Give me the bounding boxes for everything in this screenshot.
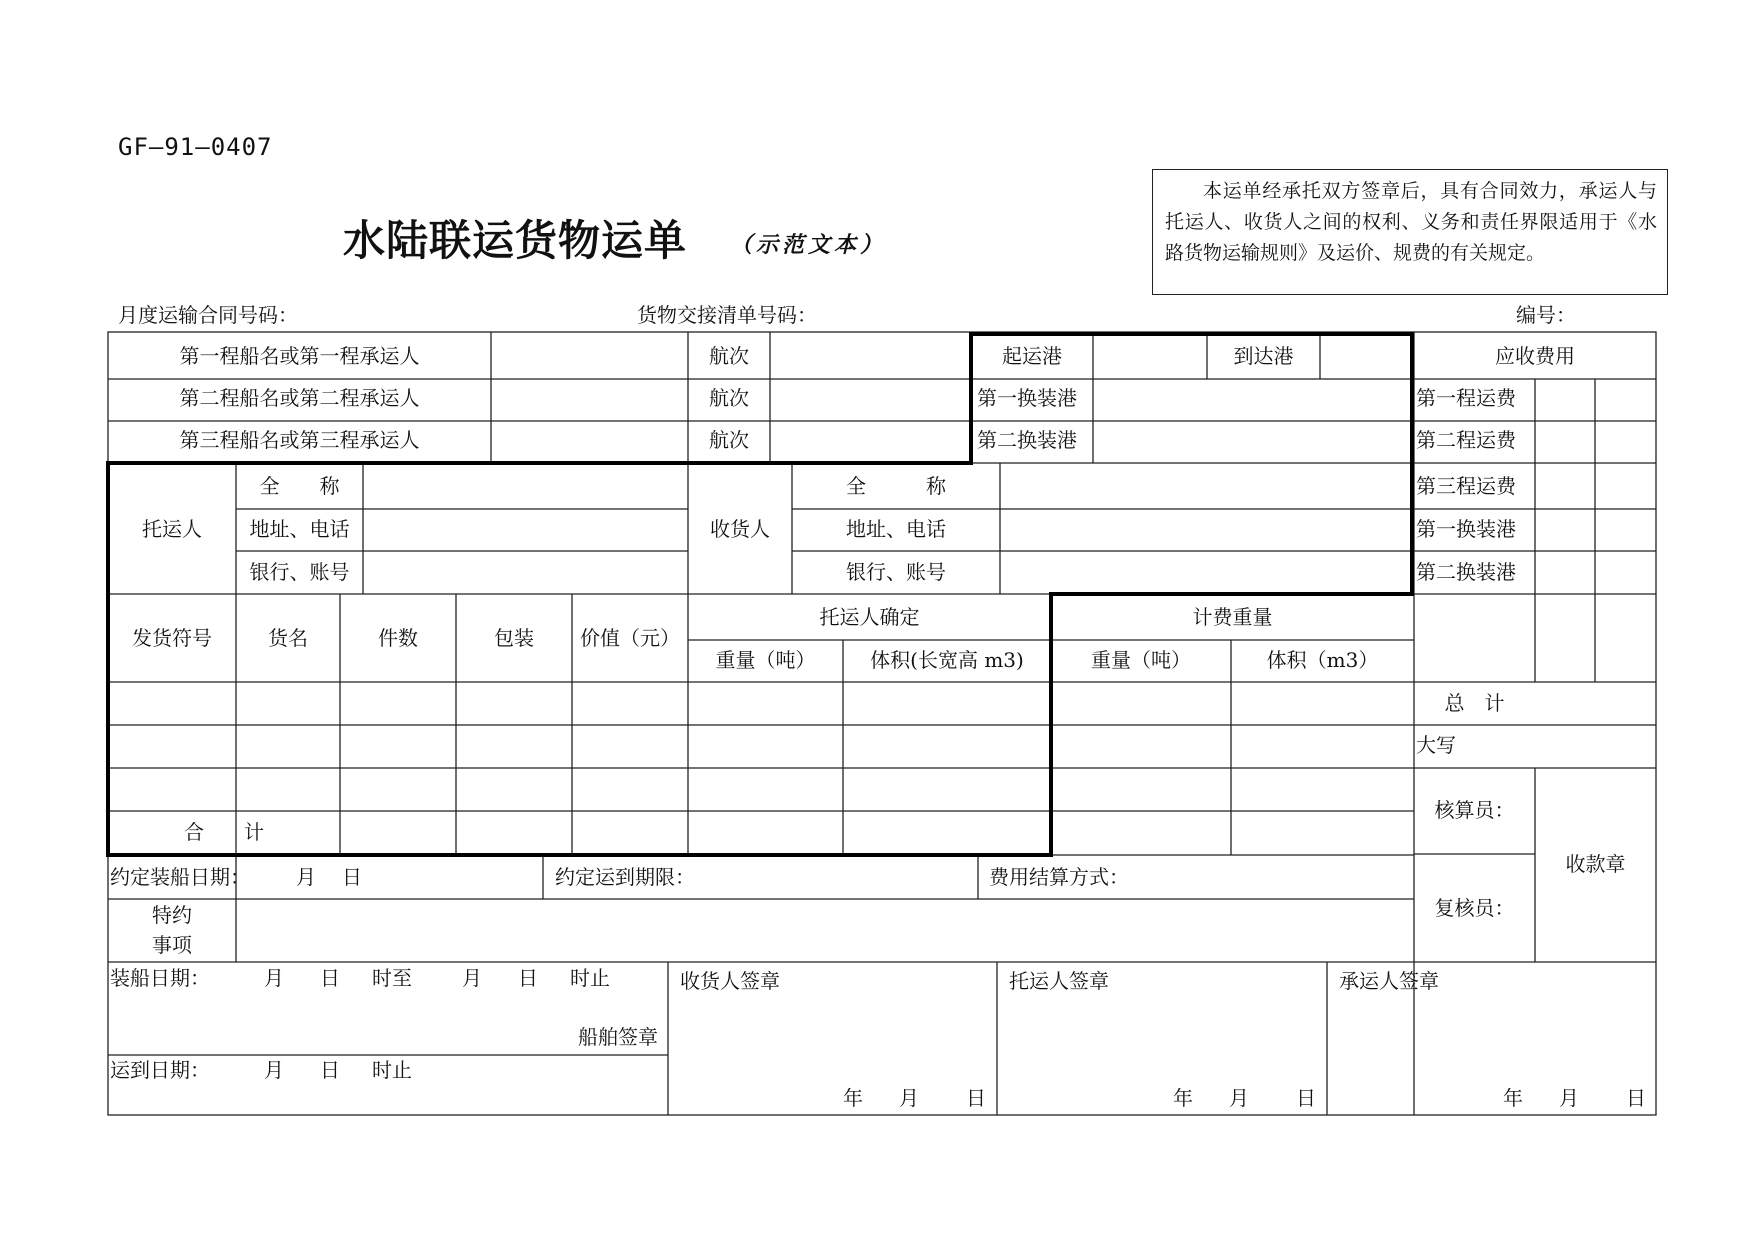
cargo-name-header: 货名 <box>268 626 308 650</box>
fee-item-leg2: 第二程运费 <box>1416 428 1516 452</box>
fees-capital-label: 大写 <box>1416 733 1456 757</box>
fees-total-label: 总 计 <box>1444 691 1505 715</box>
fees-title: 应收费用 <box>1495 344 1575 368</box>
consignee-signature-label: 收货人签章 <box>680 969 780 993</box>
consignee-sign-day: 日 <box>966 1086 986 1110</box>
shipper-confirm-header: 托运人确定 <box>819 605 920 629</box>
payment-stamp-label: 收款章 <box>1565 852 1626 876</box>
cargo-packing-header: 包装 <box>494 626 534 650</box>
payment-method-label: 费用结算方式： <box>989 865 1129 889</box>
carrier-sign-day: 日 <box>1626 1086 1646 1110</box>
shipper-label: 托运人 <box>142 517 202 541</box>
consignee-sign-month: 月 <box>899 1086 919 1110</box>
shipper-sign-day: 日 <box>1296 1086 1316 1110</box>
shipper-volume-header: 体积(长宽高 m3) <box>870 648 1024 672</box>
loading-from-day: 日 <box>320 966 340 990</box>
legal-notice: 本运单经承托双方签章后，具有合同效力，承运人与托运人、收货人之间的权利、义务和责任界限适用于《水路货物运输规则》及运价、规费的有关规定。 <box>1152 169 1668 295</box>
shipper-name-label: 全 称 <box>259 474 340 498</box>
cargo-mark-header: 发货符号 <box>132 626 212 650</box>
consignee-name-label: 全 称 <box>846 474 946 498</box>
shipper-weight-header: 重量（吨） <box>715 648 816 672</box>
leg-1-voyage-label: 航次 <box>709 344 749 368</box>
consignee-bank-label: 银行、账号 <box>846 560 946 584</box>
special-terms-label-1: 特约 <box>152 903 192 927</box>
leg-3-label: 第三程船名或第三程承运人 <box>179 428 420 452</box>
fee-item-transship2: 第二换装港 <box>1416 560 1516 584</box>
fee-item-leg3: 第三程运费 <box>1416 474 1516 498</box>
arrival-limit-label: 约定运到期限： <box>555 865 695 889</box>
cargo-value-header: 价值（元） <box>580 626 680 650</box>
arrival-day: 日 <box>320 1058 340 1082</box>
carrier-sign-year: 年 <box>1503 1086 1523 1110</box>
special-terms-label-2: 事项 <box>152 933 192 957</box>
loading-period-label: 装船日期： <box>110 966 210 990</box>
charged-volume-header: 体积（m3） <box>1266 648 1379 672</box>
arrival-date-label: 运到日期： <box>110 1058 210 1082</box>
leg-3-voyage-label: 航次 <box>709 428 749 452</box>
shipper-signature-label: 托运人签章 <box>1009 969 1109 993</box>
consignee-address-label: 地址、电话 <box>846 517 946 541</box>
leg-1-label: 第一程船名或第一程承运人 <box>179 344 420 368</box>
charged-weight-ton-header: 重量（吨） <box>1091 648 1191 672</box>
loading-time-to: 时止 <box>570 966 610 990</box>
consignee-label: 收货人 <box>710 517 770 541</box>
fee-item-leg1: 第一程运费 <box>1416 386 1516 410</box>
fee-item-transship1: 第一换装港 <box>1416 517 1516 541</box>
arrival-month: 月 <box>264 1058 284 1082</box>
loading-to-day: 日 <box>518 966 538 990</box>
loading-month-label: 月 <box>296 865 316 889</box>
cargo-subtotal-label: 合 计 <box>184 820 264 844</box>
loading-to-month: 月 <box>462 966 482 990</box>
arrival-port-label: 到达港 <box>1233 344 1294 368</box>
checker-label: 核算员： <box>1434 798 1515 822</box>
loading-time-from: 时至 <box>372 966 412 990</box>
consignee-sign-year: 年 <box>843 1086 863 1110</box>
cargo-pieces-header: 件数 <box>378 626 418 650</box>
carrier-signature-label: 承运人签章 <box>1339 969 1439 993</box>
shipper-address-label: 地址、电话 <box>249 517 350 541</box>
serial-number-label: 编号： <box>1516 303 1576 327</box>
leg-2-voyage-label: 航次 <box>709 386 749 410</box>
leg-2-label: 第二程船名或第二程承运人 <box>179 386 420 410</box>
form-subtitle: （示范文本） <box>730 232 887 258</box>
charged-weight-header: 计费重量 <box>1192 605 1273 629</box>
transship-port-1-label: 第一换装港 <box>977 386 1077 410</box>
transship-port-2-label: 第二换装港 <box>977 428 1077 452</box>
loading-from-month: 月 <box>264 966 284 990</box>
loading-day-label: 日 <box>342 865 362 889</box>
departure-port-label: 起运港 <box>1002 344 1062 368</box>
arrival-time-to: 时止 <box>372 1058 412 1082</box>
contract-number-label: 月度运输合同号码： <box>118 303 298 327</box>
carrier-sign-month: 月 <box>1559 1086 1579 1110</box>
shipper-bank-label: 银行、账号 <box>249 560 350 584</box>
reviewer-label: 复核员： <box>1434 896 1515 920</box>
ship-signature-label: 船舶签章 <box>578 1025 658 1049</box>
cargo-list-number-label: 货物交接清单号码： <box>637 303 817 327</box>
shipper-sign-month: 月 <box>1229 1086 1249 1110</box>
shipper-sign-year: 年 <box>1173 1086 1193 1110</box>
form-title: 水陆联运货物运单 <box>343 216 688 265</box>
form-code: GF—91—0407 <box>118 133 273 161</box>
loading-date-label: 约定装船日期： <box>110 865 250 889</box>
